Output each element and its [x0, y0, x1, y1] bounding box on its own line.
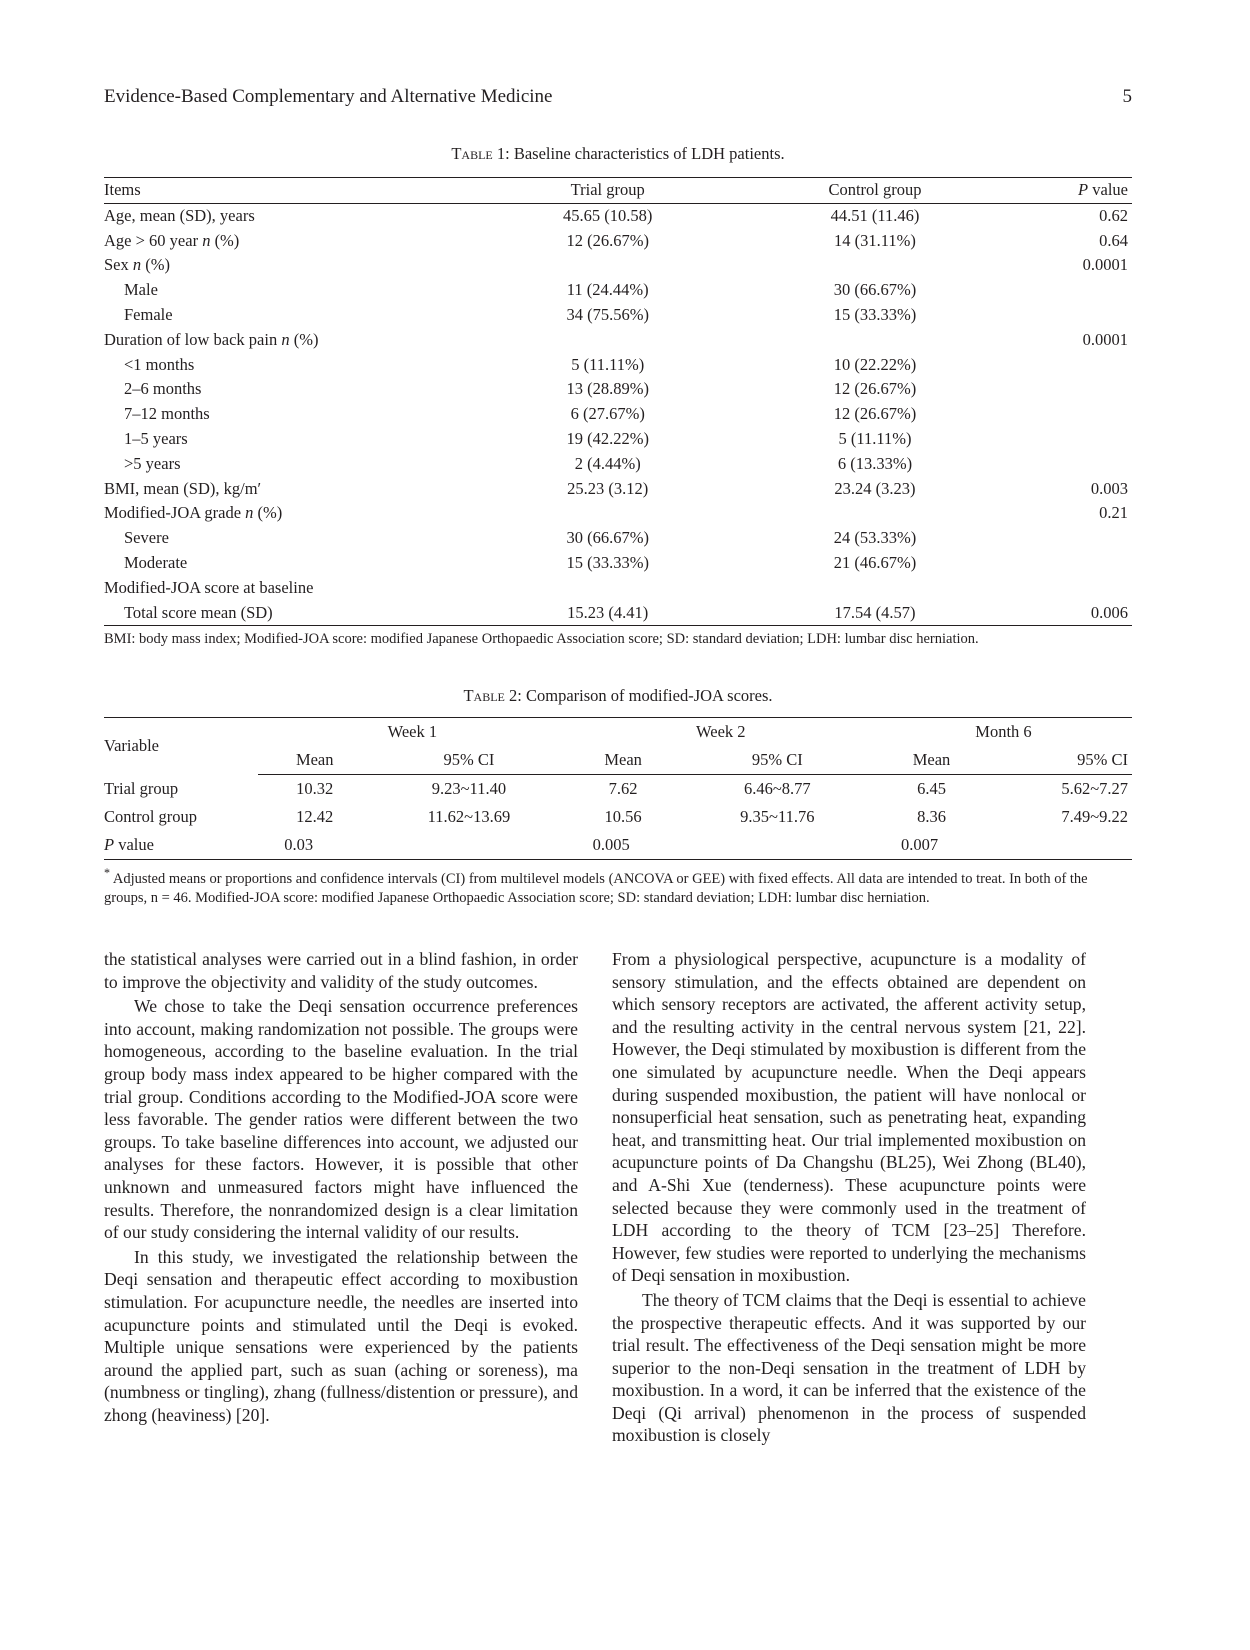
table1-cell-control: 23.24 (3.23) [834, 478, 916, 498]
table2-cell-mean: 12.42 [296, 807, 334, 826]
table1-footnote: BMI: body mass index; Modified-JOA score: modified Japanese Orthopaedic Association score; SD: standard deviation; LDH: lumbar disc herniation. [104, 631, 979, 648]
table1-cell-control: 24 (53.33%) [833, 528, 917, 548]
body-paragraph: In this study, we investigated the relationship between the Deqi sensation and therapeutic effect according to moxibustion stimulation. For acupuncture needle, the needles are inserted into acupuncture points and stimulated until the Deqi is evoked. Multiple unique sensations were experienced by the patients around the applied part, such as suan (aching or soreness), ma (numbness or tingling), zhang (fullness/distention or pressure), and zhong (heaviness) [20]. [104, 1246, 578, 1425]
body-column-right [612, 948, 1086, 1447]
table1-cell-control [741, 576, 1008, 601]
table2-cell-ci: 6.46~8.77 [743, 779, 811, 798]
table2-caption [104, 686, 1132, 706]
table1-cell-item: 1–5 years [124, 428, 188, 448]
table2-container [104, 717, 1132, 908]
table1-cell-trial: 6 (27.67%) [570, 404, 645, 424]
table1-cell-trial: 13 (28.89%) [566, 379, 649, 399]
table1-row [104, 501, 1132, 526]
table2-p-value: 0.03 [284, 835, 314, 854]
table1-row [104, 601, 1132, 626]
table1-header-p: P value [1009, 178, 1132, 204]
table2-p-value: 0.007 [900, 835, 939, 854]
table1-cell-control [741, 253, 1008, 278]
table1-cell-p: 0.003 [1090, 478, 1128, 498]
table1-cell-p: 0.64 [1099, 230, 1128, 250]
table1-cell-p [1009, 576, 1132, 601]
table1-row [104, 253, 1132, 278]
table1-cell-item: Moderate [124, 552, 188, 572]
table1-cell-control [741, 328, 1008, 353]
table1-cell-item: Female [124, 304, 173, 324]
table1-cell-item: Modified-JOA grade n (%) [104, 503, 283, 523]
table1-cell-control: 10 (22.22%) [833, 354, 917, 374]
table2-subheader-mean: Mean [258, 746, 371, 775]
table1-cell-item: 2–6 months [124, 379, 202, 399]
table1-cell-trial: 34 (75.56%) [566, 304, 649, 324]
table1-row [104, 278, 1132, 303]
table1-cell-control: 15 (33.33%) [833, 304, 917, 324]
table1-row [104, 551, 1132, 576]
body-paragraph: The theory of TCM claims that the Deqi is essential to achieve the prospective therapeutic effects. And it was supported by our trial result. The effectiveness of the Deqi sensation might be more superior to the non-Deqi sensation in the treatment of LDH by moxibustion. In a word, it can be inferred that the existence of the Deqi (Qi arrival) phenomenon in the process of suspended moxibustion is closely [612, 1289, 1086, 1446]
table1-cell-p [1009, 377, 1132, 402]
table2-footnote-mark: * [104, 866, 111, 880]
journal-title: Evidence-Based Complementary and Alternative Medicine [104, 86, 553, 107]
table1-header-trial: Trial group [474, 178, 741, 204]
table1-cell-trial: 30 (66.67%) [566, 528, 649, 548]
table2-caption-text: : Comparison of modified-JOA scores. [517, 686, 773, 705]
table1-row [104, 328, 1132, 353]
table1-container [104, 177, 1132, 649]
table2 [104, 717, 1132, 860]
table1-cell-p [1009, 427, 1132, 452]
table1-cell-p: 0.21 [1099, 503, 1128, 523]
table1-row [104, 229, 1132, 254]
page-number: 5 [1122, 86, 1132, 107]
table2-footnote [104, 864, 1132, 908]
table1-cell-item: BMI, mean (SD), kg/m′ [104, 478, 262, 498]
table1-cell-item: Male [124, 280, 158, 300]
table1-cell-control: 21 (46.67%) [833, 552, 917, 572]
table2-header-row2 [104, 746, 1132, 775]
table1-cell-p [1009, 278, 1132, 303]
table2-cell-ci: 9.23~11.40 [431, 779, 507, 798]
table1-cell-control: 17.54 (4.57) [834, 602, 916, 622]
body-paragraph: the statistical analyses were carried out in a blind fashion, in order to improve the objectivity and validity of the study outcomes. [104, 949, 578, 992]
table1-cell-trial: 12 (26.67%) [566, 230, 649, 250]
table1-cell-p [1009, 402, 1132, 427]
table2-p-row [104, 831, 1132, 860]
table1-row [104, 303, 1132, 328]
table1 [104, 177, 1132, 626]
table1-cell-control [741, 501, 1008, 526]
table1-cell-trial: 11 (24.44%) [566, 280, 649, 300]
table1-cell-trial: 15.23 (4.41) [567, 602, 649, 622]
table2-row [104, 775, 1132, 804]
table2-p-value: 0.005 [592, 835, 630, 854]
body-paragraph: From a physiological perspective, acupuncture is a modality of sensory stimulation, and the effects obtained are dependent on which sensory receptors are activated, the afferent activity setup, and the resulting activity in the central nervous system [21, 22]. However, the Deqi stimulated by moxibustion is different from the one simulated by acupuncture needle. When the Deqi appears during suspended moxibustion, the patient will have nonlocal or nonsuperficial heat sensation, such as penetrating heat, expanding heat, and transmitting heat. Our trial implemented moxibustion on acupuncture points of Da Changshu (BL25), Wei Zhong (BL40), and A-Shi Xue (tenderness). These acupuncture points were selected because they were commonly used in the treatment of LDH according to the theory of TCM [23–25] Therefore. However, few studies were reported to underlying the mechanisms of Deqi sensation in moxibustion. [612, 949, 1086, 1286]
body-paragraph: We chose to take the Deqi sensation occurrence preferences into account, making randomization not possible. The groups were homogeneous, according to the baseline evaluation. In the trial group body mass index appeared to be higher compared with the trial group. Conditions according to the Modified-JOA score were less favorable. The gender ratios were different between the two groups. To take baseline differences into account, we adjusted our analyses for these factors. However, it is possible that other unknown and unmeasured factors might have influenced the results. Therefore, the nonrandomized design is a clear limitation of our study considering the internal validity of our results. [104, 996, 578, 1243]
table1-cell-p [1009, 303, 1132, 328]
table1-cell-control: 30 (66.67%) [833, 280, 917, 300]
table2-cell-mean: 10.56 [604, 807, 642, 826]
table2-cell-ci: 11.62~13.69 [427, 807, 511, 826]
table1-cell-item: Total score mean (SD) [124, 602, 273, 622]
table1-row [104, 402, 1132, 427]
table2-header-period: Month 6 [975, 722, 1032, 741]
table1-cell-control: 14 (31.11%) [834, 230, 916, 250]
table1-cell-trial [474, 328, 741, 353]
table1-cell-p: 0.0001 [1082, 255, 1128, 275]
table1-cell-item: >5 years [124, 453, 181, 473]
table1-cell-item: Modified-JOA score at baseline [104, 577, 314, 597]
table2-cell-ci: 9.35~11.76 [740, 807, 815, 826]
table1-cell-p: 0.006 [1090, 602, 1128, 622]
table1-cell-trial: 15 (33.33%) [566, 552, 649, 572]
table1-cell-trial [474, 253, 741, 278]
table1-cell-control: 6 (13.33%) [837, 453, 913, 473]
table1-cell-trial: 2 (4.44%) [574, 453, 641, 473]
body-column-left [104, 948, 578, 1426]
table1-row [104, 353, 1132, 378]
table1-caption [104, 144, 1132, 164]
table1-cell-p [1009, 551, 1132, 576]
table1-caption-text: : Baseline characteristics of LDH patients. [505, 144, 785, 163]
table2-cell-mean: 8.36 [917, 807, 946, 826]
table1-header-control: Control group [741, 178, 1008, 204]
table1-row [104, 477, 1132, 502]
table2-cell-ci: 5.62~7.27 [1061, 779, 1128, 798]
table1-header-row [104, 178, 1132, 204]
table2-row [104, 803, 1132, 831]
table1-cell-control: 12 (26.67%) [833, 379, 917, 399]
table1-cell-p [1009, 526, 1132, 551]
table2-subheader-ci: 95% CI [988, 746, 1132, 775]
table1-cell-p [1009, 353, 1132, 378]
table2-header-period: Week 1 [387, 722, 438, 741]
table2-cell-ci: 7.49~9.22 [1061, 807, 1128, 826]
table1-cell-control: 5 (11.11%) [838, 428, 912, 448]
table2-cell-mean: 7.62 [608, 779, 638, 798]
table1-row [104, 452, 1132, 477]
table1-cell-p: 0.0001 [1082, 329, 1128, 349]
table2-cell-mean: 10.32 [296, 779, 334, 798]
table1-cell-p: 0.62 [1099, 205, 1128, 225]
table2-p-label: P value [104, 835, 154, 854]
table2-caption-label: Table 2 [463, 686, 518, 705]
table2-subheader-ci: 95% CI [680, 746, 875, 775]
table1-cell-item: Age, mean (SD), years [104, 205, 255, 225]
table2-footnote-text: Adjusted means or proportions and confidence intervals (CI) from multilevel models (ANCOVA or GEE) with fixed effects. All data are intended to treat. In both of the groups, n = 46. Modified-JOA score: modified Japanese Orthopaedic Association score; SD: standard deviation; LDH: lumbar disc herniation. [104, 870, 1088, 906]
table1-cell-trial [474, 576, 741, 601]
table1-cell-control: 12 (26.67%) [833, 404, 917, 424]
table1-cell-item: 7–12 months [124, 404, 210, 424]
table1-row [104, 526, 1132, 551]
table2-header-row1 [104, 718, 1132, 747]
table1-cell-trial: 19 (42.22%) [566, 428, 649, 448]
table2-body [104, 775, 1132, 860]
table2-header-variable: Variable [104, 736, 159, 756]
table2-cell-mean: 6.45 [917, 779, 946, 798]
table2-subheader-mean: Mean [567, 746, 680, 775]
table1-cell-item: Duration of low back pain n (%) [104, 329, 319, 349]
table2-subheader-mean: Mean [875, 746, 988, 775]
table2-row-label: Trial group [104, 778, 179, 798]
table2-header-period: Week 2 [696, 722, 746, 741]
table2-subheader-ci: 95% CI [371, 746, 566, 775]
table2-row-label: Control group [104, 807, 198, 826]
table1-cell-trial: 45.65 (10.58) [563, 205, 653, 225]
table1-row [104, 427, 1132, 452]
table1-header-items: Items [104, 178, 474, 204]
table1-cell-p [1009, 452, 1132, 477]
table1-row [104, 377, 1132, 402]
table1-cell-control: 44.51 (11.46) [830, 205, 920, 225]
table1-cell-item: <1 months [124, 354, 195, 374]
table1-cell-item: Sex n (%) [104, 255, 170, 275]
table1-cell-trial: 5 (11.11%) [571, 354, 645, 374]
table1-cell-trial: 25.23 (3.12) [567, 478, 649, 498]
table1-body [104, 203, 1132, 626]
table1-cell-trial [474, 501, 741, 526]
table1-cell-item: Age > 60 year n (%) [104, 230, 240, 250]
table1-caption-label: Table 1 [451, 144, 506, 163]
table1-cell-item: Severe [124, 528, 169, 548]
table1-row [104, 203, 1132, 228]
running-head [104, 86, 1132, 108]
table1-row [104, 576, 1132, 601]
